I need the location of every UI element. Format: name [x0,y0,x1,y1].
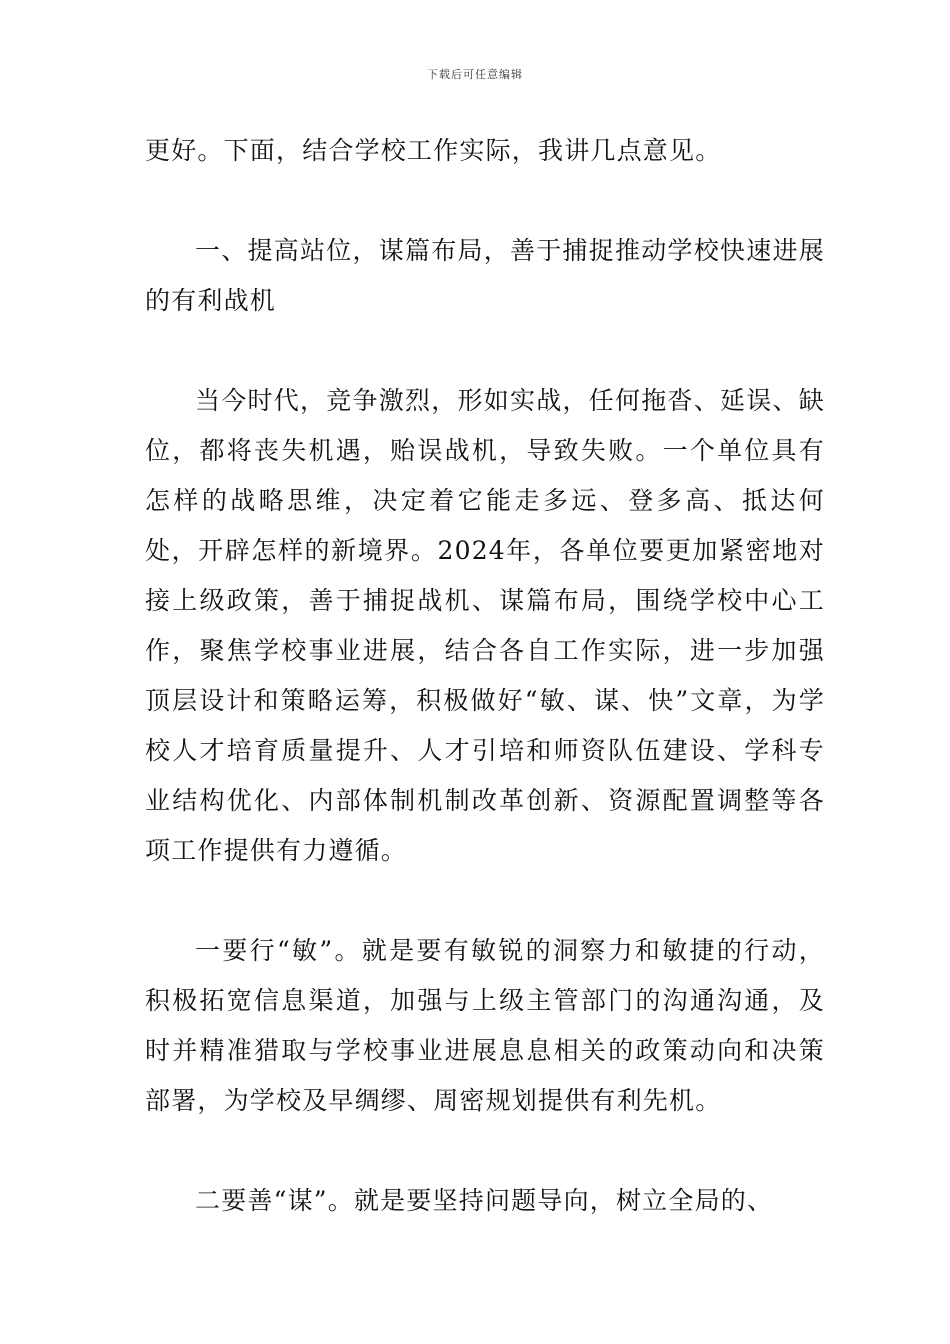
paragraph-min: 一要行“敏”。就是要有敏锐的洞察力和敏捷的行动，积极拓宽信息渠道，加强与上级主管部门的沟通沟通，及时并精准猎取与学校事业进展息息相关的政策动向和决策部署，为学校及早绸缪、周密规划提供有利先机。 [145,936,825,1115]
document-body [145,126,825,1226]
paragraph-continuation: 更好。下面，结合学校工作实际，我讲几点意见。 [145,136,722,165]
paragraph-mou: 二要善“谋”。就是要坚持问题导向，树立全局的、 [195,1186,774,1215]
page-header: 下载后可任意编辑 [427,68,523,81]
paragraph-era: 当今时代，竞争激烈，形如实战，任何拖沓、延误、缺位，都将丧失机遇，贻误战机，导致失败。一个单位具有怎样的战略思维，决定着它能走多远、登多高、抵达何处，开辟怎样的新境界。2024年，各单位要更加紧密地对接上级政策，善于捕捉战机、谋篇布局，围绕学校中心工作，聚焦学校事业进展，结合各自工作实际，进一步加强顶层设计和策略运筹，积极做好“敏、谋、快”文章，为学校人才培育质量提升、人才引培和师资队伍建设、学科专业结构优化、内部体制机制改革创新、资源配置调整等各项工作提供有力遵循。 [145,386,825,865]
section-heading: 一、提高站位，谋篇布局，善于捕捉推动学校快速进展的有利战机 [145,236,825,315]
